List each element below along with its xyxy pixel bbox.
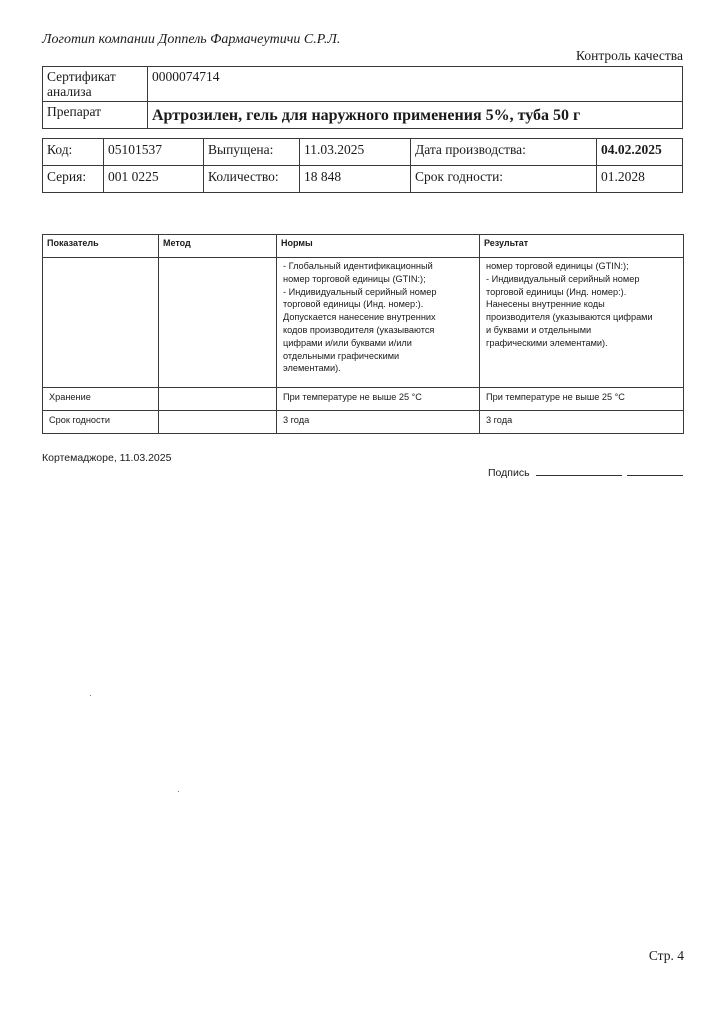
header-result: Результат: [480, 235, 684, 258]
certificate-table: [42, 66, 683, 129]
norms-line: - Глобальный идентификационный: [283, 261, 433, 271]
scan-speck: [178, 791, 179, 792]
signature-label: Подпись: [488, 467, 530, 479]
row1-result: [480, 258, 684, 388]
row3-indicator: Срок годности: [43, 411, 159, 434]
certificate-label-line1: Сертификат: [47, 69, 116, 84]
result-line: производителя (указываются цифрами: [486, 312, 653, 323]
signature-block: [488, 465, 683, 479]
code-value: 05101537: [104, 139, 204, 166]
row2-result: При температуре не выше 25 °C: [480, 388, 684, 411]
result-line: графическими элементами).: [486, 337, 608, 348]
quantity-label: Количество:: [204, 166, 300, 193]
released-label: Выпущена:: [204, 139, 300, 166]
page-number: Стр. 4: [648, 948, 684, 963]
norms-line: кодов производителя (указываются: [283, 324, 435, 335]
expiry-value: 01.2028: [597, 166, 683, 193]
result-line: Нанесены внутренние коды: [486, 299, 605, 310]
scan-speck: [90, 695, 91, 696]
signature-line: [536, 465, 622, 476]
product-label: Препарат: [43, 102, 148, 129]
norms-line: номер торговой единицы (GTIN:);: [283, 273, 426, 284]
header-method: Метод: [159, 235, 277, 258]
production-date-value: 04.02.2025: [597, 139, 683, 166]
norms-line: Допускается нанесение внутренних: [283, 312, 436, 323]
norms-line: - Индивидуальный серийный номер: [283, 286, 437, 297]
place-date: Кортемаджоре, 11.03.2025: [42, 452, 172, 464]
result-line: торговой единицы (Инд. номер:).: [486, 286, 627, 297]
product-name: Артрозилен, гель для наружного применения 5%, туба 50 г: [148, 102, 683, 129]
row1-indicator: [43, 258, 159, 388]
certificate-label-line2: анализа: [47, 84, 92, 99]
header-indicator: Показатель: [43, 235, 159, 258]
signature-line: [627, 465, 683, 476]
code-label: Код:: [43, 139, 104, 166]
table-row: [43, 258, 684, 388]
table-row: [43, 388, 684, 411]
batch-info-table: [42, 138, 683, 193]
row1-norms: [277, 258, 480, 388]
released-value: 11.03.2025: [300, 139, 411, 166]
header-norms: Нормы: [277, 235, 480, 258]
norms-line: отдельными графическими: [283, 350, 400, 361]
norms-line: торговой единицы (Инд. номер:).: [283, 299, 424, 310]
result-line: - Индивидуальный серийный номер: [486, 273, 640, 284]
certificate-label: [43, 67, 148, 102]
production-date-label: Дата производства:: [411, 139, 597, 166]
row3-method: [159, 411, 277, 434]
certificate-number: 0000074714: [148, 67, 683, 102]
row3-norms: 3 года: [277, 411, 480, 434]
result-line: и буквами и отдельными: [486, 324, 592, 335]
row3-result: 3 года: [480, 411, 684, 434]
result-line: номер торговой единицы (GTIN:);: [486, 261, 629, 271]
series-value: 001 0225: [104, 166, 204, 193]
row2-indicator: Хранение: [43, 388, 159, 411]
row2-norms: При температуре не выше 25 °C: [277, 388, 480, 411]
quantity-value: 18 848: [300, 166, 411, 193]
norms-line: элементами).: [283, 363, 341, 374]
table-row: [43, 411, 684, 434]
row2-method: [159, 388, 277, 411]
series-label: Серия:: [43, 166, 104, 193]
company-logo-text: Логотип компании Доппель Фармачеутичи С.Р.Л.: [42, 32, 341, 47]
norms-line: цифрами и/или буквами и/или: [283, 337, 412, 348]
test-results-table: [42, 234, 684, 434]
document-type-label: Контроль качества: [576, 48, 683, 63]
expiry-label: Срок годности:: [411, 166, 597, 193]
row1-method: [159, 258, 277, 388]
